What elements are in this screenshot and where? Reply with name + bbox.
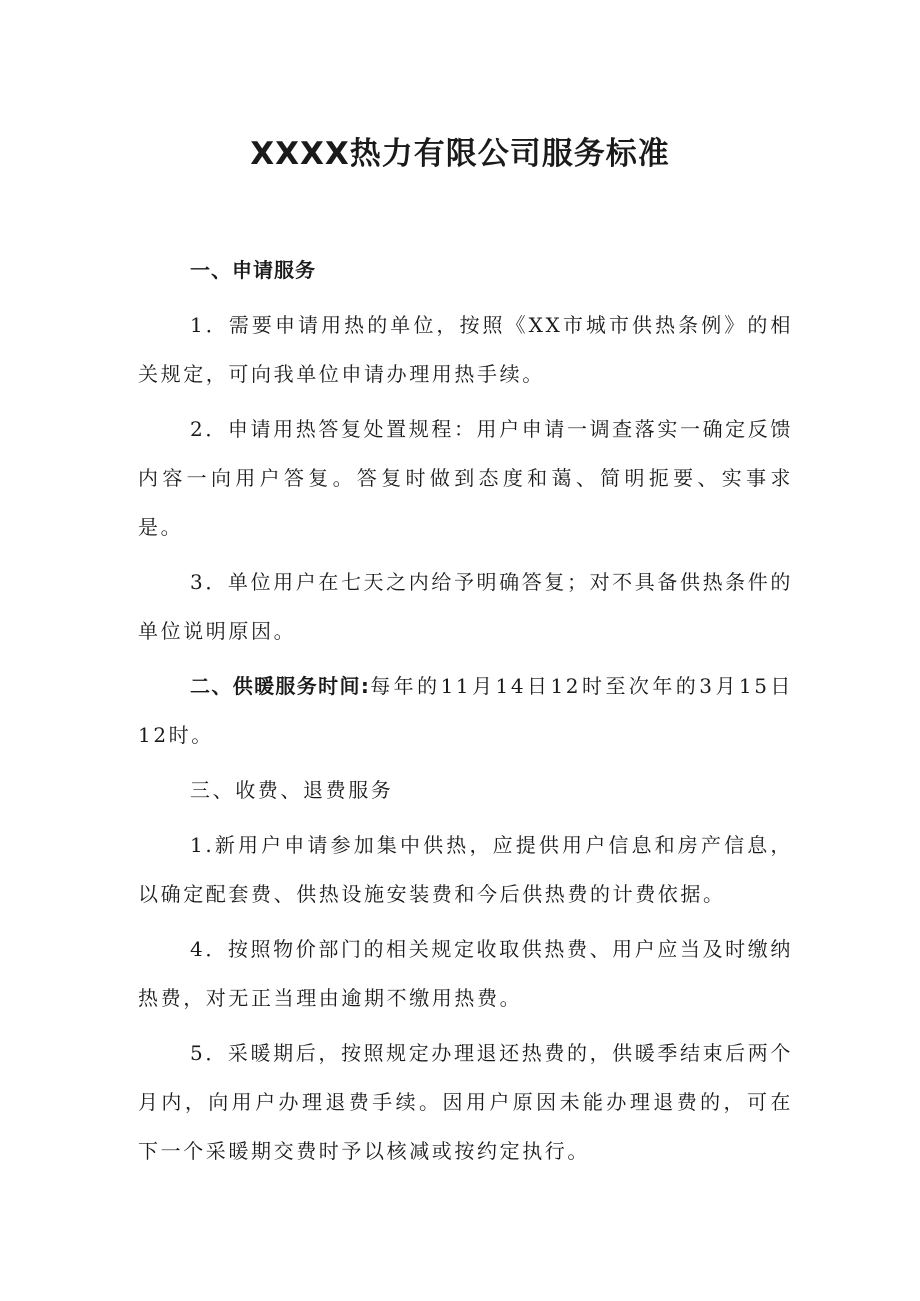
fees-item-1: 1.新用户申请参加集中供热，应提供用户信息和房产信息，以确定配套费、供热设施安装费和今后供热费的计费依据。	[138, 833, 793, 906]
document-body	[138, 246, 793, 1182]
application-item-3: 3．单位用户在七天之内给予明确答复；对不具备供热条件的单位说明原因。	[138, 570, 793, 643]
fees-item-4: 4．按照物价部门的相关规定收取供热费、用户应当及时缴纳热费，对无正当理由逾期不缴用热费。	[138, 937, 793, 1010]
application-item-1: 1．需要申请用热的单位，按照《XX市城市供热条例》的相关规定，可向我单位申请办理用热手续。	[138, 313, 793, 386]
section-heading-application: 一、申请服务	[190, 258, 316, 282]
document-title: XXXX热力有限公司服务标准	[250, 136, 670, 172]
heating-time-paragraph	[138, 662, 793, 760]
heating-time-text: 每年的11月14日12时至次年的3月15日12时。	[138, 674, 793, 747]
fees-item-5: 5．采暖期后，按照规定办理退还热费的，供暖季结束后两个月内，向用户办理退费手续。因用户原因未能办理退费的，可在下一个采暖期交费时予以核减或按约定执行。	[138, 1041, 793, 1163]
section-heading-heating-time: 二、供暖服务时间:	[190, 674, 370, 698]
section-heading-fees: 三、收费、退费服务	[190, 778, 394, 802]
application-item-2: 2．申请用热答复处置规程：用户申请一调查落实一确定反馈内容一向用户答复。答复时做到态度和蔼、简明扼要、实事求是。	[138, 417, 793, 539]
